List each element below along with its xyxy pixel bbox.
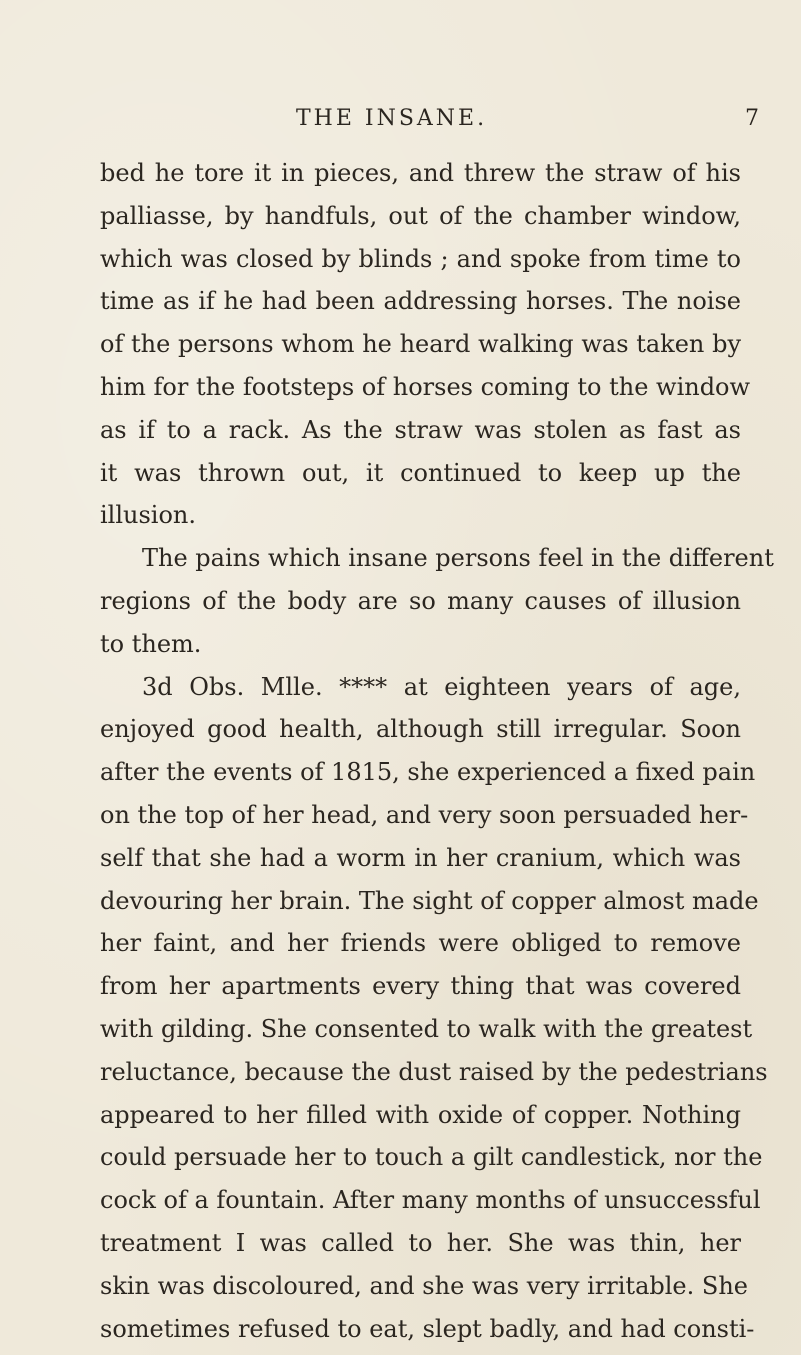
page-number: 7 — [745, 106, 759, 131]
text-line: of the persons whom he heard walking was taken by — [100, 330, 741, 359]
text-line: from her apartments every thing that was covered — [100, 972, 741, 1001]
running-title: THE INSANE. — [296, 106, 488, 131]
text-line: illusion. — [100, 501, 197, 530]
observation-heading-line: 3d Obs. Mlle. **** at eighteen years of age, — [142, 672, 741, 701]
text-line: reluctance, because the dust raised by the pedestrians — [100, 1057, 768, 1086]
text-line: palliasse, by handfuls, out of the chamber window, — [100, 201, 741, 230]
text-line: her faint, and her friends were obliged to remove — [100, 929, 741, 958]
text-line: with gilding. She consented to walk with the greatest — [100, 1015, 753, 1043]
text-line: bed he tore it in pieces, and threw the straw of his — [100, 159, 741, 187]
text-line: enjoyed good health, although still irregular. Soon — [100, 715, 741, 744]
text-line: to them. — [100, 629, 202, 658]
text-line: which was closed by blinds ; and spoke from time to — [100, 244, 741, 273]
text-line: it was thrown out, it continued to keep up the — [100, 458, 741, 487]
text-line: self that she had a worm in her cranium, which was — [100, 843, 741, 872]
paragraph-start-line: The pains which insane persons feel in the different — [142, 544, 774, 573]
text-line: as if to a rack. As the straw was stolen as fast as — [100, 415, 741, 444]
text-line: on the top of her head, and very soon persuaded her- — [100, 801, 749, 829]
text-line: sometimes refused to eat, slept badly, and had consti- — [100, 1314, 755, 1343]
text-line: time as if he had been addressing horses. The noise — [100, 287, 741, 316]
running-head — [0, 106, 801, 136]
text-line: treatment I was called to her. She was thin, her — [100, 1229, 741, 1257]
text-line: regions of the body are so many causes of illusion — [100, 587, 741, 615]
text-line: appeared to her filled with oxide of copper. Nothing — [100, 1100, 741, 1129]
text-line: devouring her brain. The sight of copper almost made — [100, 886, 759, 915]
text-line: him for the footsteps of horses coming to the window — [100, 373, 751, 401]
text-line: could persuade her to touch a gilt candlestick, nor the — [100, 1143, 763, 1172]
text-line: cock of a fountain. After many months of unsuccessful — [100, 1186, 761, 1215]
text-line: after the events of 1815, she experienced a fixed pain — [100, 758, 756, 787]
text-line: skin was discoloured, and she was very irritable. She — [100, 1271, 748, 1300]
